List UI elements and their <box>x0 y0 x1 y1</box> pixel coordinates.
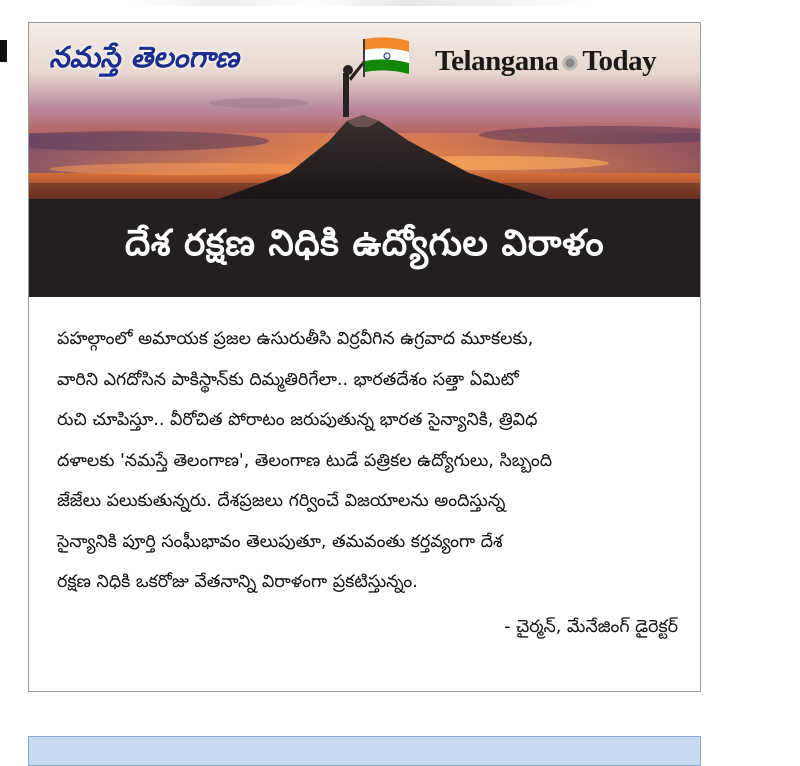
body-line: పహల్గాంలో అమాయక ప్రజల ఉసురుతీసి విర్రవీగిన ఉగ్రవాద మూకలకు, <box>57 329 534 349</box>
headline-bar <box>29 199 700 297</box>
body-line: సైన్యానికి పూర్తి సంఘీభావం తెలుపుతూ, తమవంతు కర్తవ్యంగా దేశ <box>57 531 503 552</box>
body-line: రుచి చూపిస్తూ.. వీరోచిత పోరాటం జరుపుతున్న భారత సైన్యానికి, త్రివిధ <box>57 410 538 430</box>
headline: దేశ రక్షణ నిధికి ఉద్యోగుల విరాళం <box>124 223 605 264</box>
body-line: దళాలకు 'నమస్తే తెలంగాణ', తెలంగాణ టుడే పత్రికల ఉద్యోగులు, సిబ్బంది <box>57 450 553 471</box>
telangana-today-logo-left: Telangana <box>435 45 559 77</box>
announcement-card <box>28 22 701 692</box>
body-line: రక్షణ నిధికి ఒకరోజు వేతనాన్ని విరాళంగా ప్రకటిస్తున్నం. <box>57 572 418 592</box>
next-section-box <box>28 736 701 766</box>
emblem-icon <box>561 54 579 72</box>
announcement-body <box>57 319 685 603</box>
page-edge-mark <box>0 40 7 62</box>
body-line: వారిని ఎగదోసిన పాకిస్థాన్‌కు దిమ్మతిరిగేలా.. భారతదేశం సత్తా ఏమిటో <box>57 369 519 390</box>
telangana-today-logo-right: Today <box>582 45 657 77</box>
namasthe-telangana-logo: నమస్తే తెలంగాణ <box>49 40 239 74</box>
body-line: జేజేలు పలుకుతున్నరు. దేశప్రజలు గర్వించే విజయాలను అందిస్తున్న <box>57 491 506 511</box>
banner-image <box>29 23 700 199</box>
telangana-today-logo <box>435 45 656 78</box>
signature: - చైర్మన్, మేనేజింగ్ డైరెక్టర్ <box>504 617 678 637</box>
cropped-text-above <box>130 0 590 6</box>
